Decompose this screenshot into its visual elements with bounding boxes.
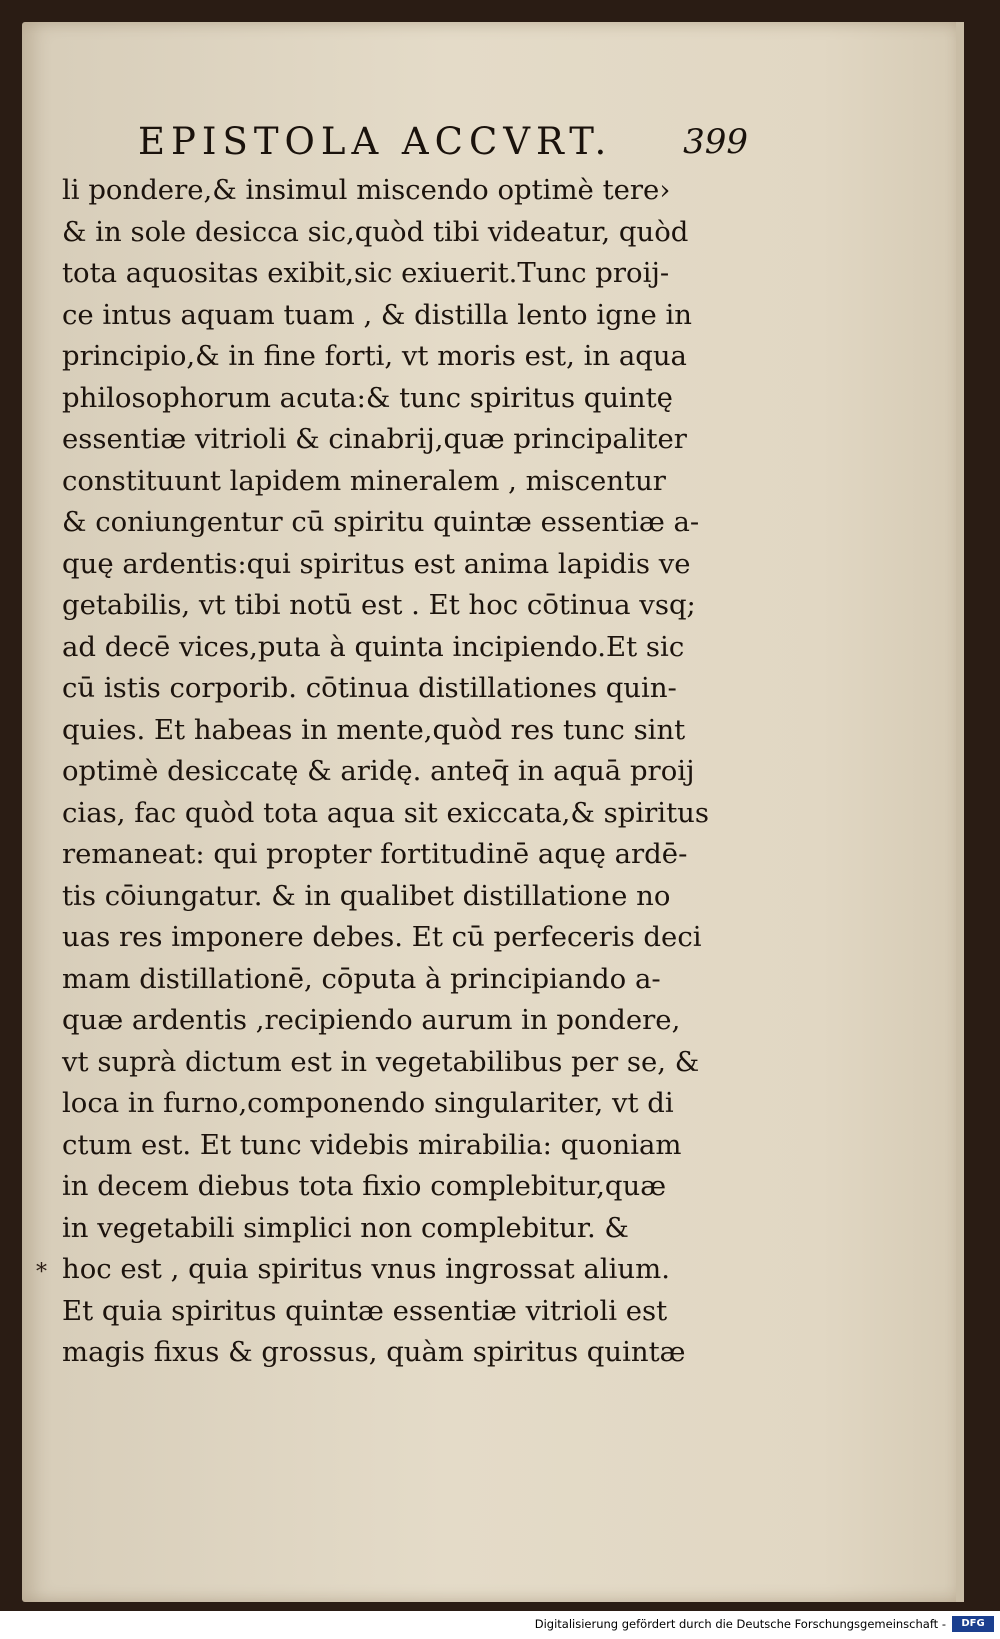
text-line: ad decē vices,puta à quinta incipiendo.Et sic [62,630,685,663]
text-line: principio,& in fine forti, vt moris est, in aqua [62,340,687,372]
body-text [62,170,762,1374]
text-line: Et quia spiritus quintæ essentiæ vitrioli est [62,1294,668,1327]
text-line: remaneat: qui propter fortitudinē aquę ardē- [62,838,688,870]
text-line: & in sole desicca sic,quòd tibi videatur, quòd [62,215,689,248]
text-line: hoc est , quia spiritus vnus ingrossat alium. [62,1253,670,1285]
text-line: ce intus aquam tuam , & distilla lento igne in [62,298,692,331]
text-line: quæ ardentis ,recipiendo aurum in pondere, [62,1004,681,1036]
text-line: philosophorum acuta:& tunc spiritus quintę [62,381,673,414]
text-line: cias, fac quòd tota aqua sit exiccata,& spiritus [62,796,709,829]
text-line: cū istis corporib. cōtinua distillationes quin- [62,672,677,704]
text-line: getabilis, vt tibi notū est . Et hoc cōtinua vsq; [62,589,696,621]
text-line: & coniungentur cū spiritu quintæ essentiæ a- [62,506,700,538]
text-line: essentiæ vitrioli & cinabrij,quæ principaliter [62,423,687,455]
funding-credit: Digitalisierung gefördert durch die Deutsche Forschungsgemeinschaft - [534,1617,946,1631]
text-line: quę ardentis:qui spiritus est anima lapidis ve [62,547,691,580]
text-line: tis cōiungatur. & in qualibet distillatione no [62,879,671,912]
book-page [22,22,964,1602]
text-line: quies. Et habeas in mente,quòd res tunc sint [62,713,686,746]
dfg-logo: DFG [952,1616,994,1632]
text-line: in decem diebus tota fixio complebitur,quæ [62,1170,667,1202]
text-line: optimè desiccatę & aridę. anteq̄ in aquā proij [62,755,695,787]
text-line: in vegetabili simplici non complebitur. & [62,1211,629,1244]
page-edge [956,22,964,1602]
margin-mark: * [36,1260,47,1285]
text-line: vt suprà dictum est in vegetabilibus per se, & [62,1045,700,1078]
page-header [138,118,748,164]
text-line: constituunt lapidem mineralem , miscentur [62,464,666,497]
text-line: loca in furno,componendo singulariter, vt di [62,1087,674,1119]
text-line: tota aquositas exibit,sic exiuerit.Tunc proij- [62,257,670,289]
page-number: 399 [683,122,748,162]
text-line: magis fixus & grossus, quàm spiritus quintæ [62,1336,686,1368]
digitization-footer [0,1611,1000,1639]
text-line: li pondere,& insimul miscendo optimè tere› [62,174,671,206]
text-line: uas res imponere debes. Et cū perfeceris deci [62,921,702,953]
text-line: mam distillationē, cōputa à principiando a- [62,962,661,995]
text-line: ctum est. Et tunc videbis mirabilia: quoniam [62,1128,682,1161]
running-title: EPISTOLA ACCVRT. [138,120,613,163]
